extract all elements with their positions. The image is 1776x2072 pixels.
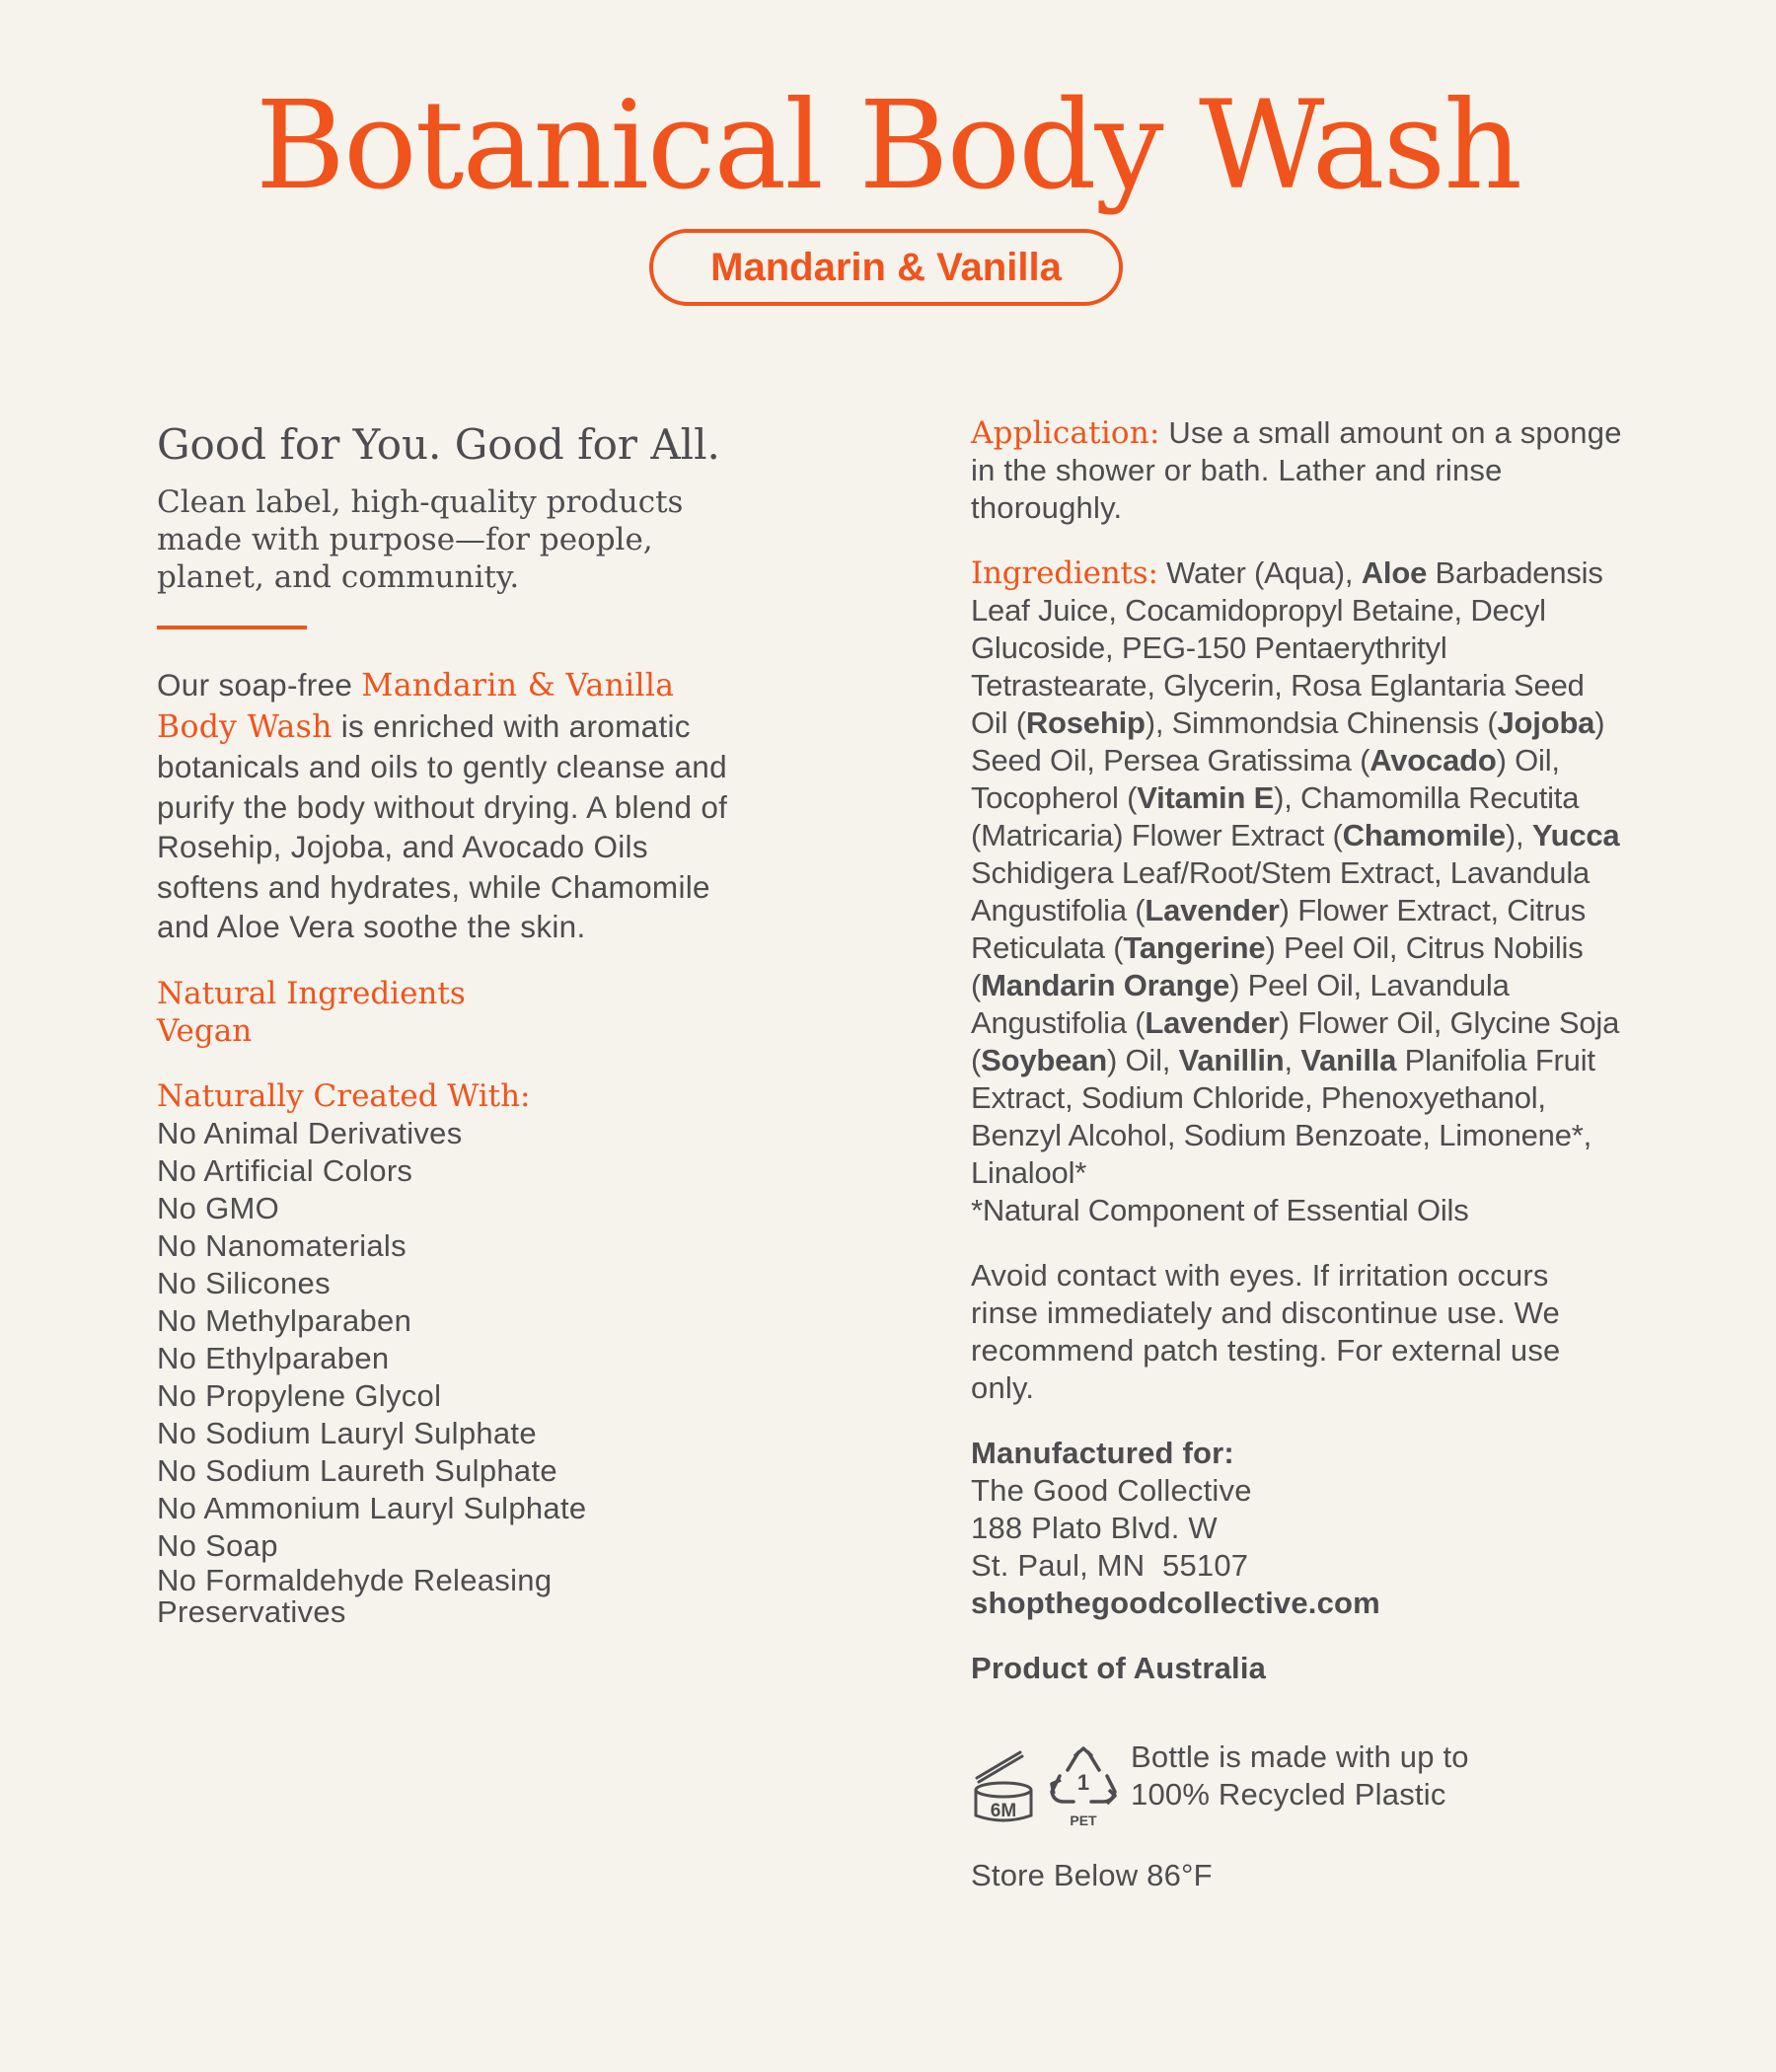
product-description	[157, 665, 749, 947]
manufacturer-street: 188 Plato Blvd. W	[971, 1511, 1218, 1545]
recycle-number: 1	[1076, 1770, 1090, 1795]
ingredient-text: ),	[1505, 818, 1532, 852]
manufacturer-heading: Manufactured for:	[971, 1436, 1234, 1470]
free-from-list	[157, 1115, 749, 1628]
ingredient-highlight: Yucca	[1531, 818, 1620, 852]
ingredient-text: ), Chamomilla Recutita (Matricaria) Flower Extract (	[971, 780, 1580, 852]
free-from-item: No Methylparaben	[157, 1302, 412, 1338]
ingredients-label: Ingredients:	[971, 555, 1158, 591]
manufacturer-block	[971, 1435, 1622, 1622]
ingredient-text: ) Flower Extract, Citrus Reticulata (	[971, 893, 1587, 965]
ingredient-text: Schidigera Leaf/Root/Stem Extract, Lavandula Angustifolia (	[971, 855, 1591, 927]
free-from-item: No Artificial Colors	[157, 1152, 413, 1188]
description-body: is enriched with aromatic botanicals and oils to gently cleanse and purify the body without drying. A blend of Rosehip, Jojoba, and Avocado Oils softens and hydrates, while Chamomile and Aloe Vera soothe the skin.	[157, 707, 728, 944]
period-after-opening-icon	[971, 1744, 1036, 1823]
claim-vegan: Vegan	[157, 1012, 253, 1049]
ingredients-list	[971, 555, 1622, 1229]
recycle-pet-icon	[1048, 1744, 1119, 1829]
ingredient-highlight: Jojoba	[1497, 705, 1595, 740]
ingredients-footnote: *Natural Component of Essential Oils	[971, 1193, 1469, 1227]
ingredient-highlight: Vanilla	[1300, 1043, 1397, 1077]
claims-list	[157, 975, 749, 1050]
recycled-plastic-note: Bottle is made with up to 100% Recycled Plastic	[1131, 1739, 1469, 1812]
free-from-item: No Silicones	[157, 1265, 331, 1300]
free-from-item: No Ethylparaben	[157, 1340, 390, 1375]
ingredient-highlight: Aloe	[1361, 555, 1428, 590]
ingredient-text: ) Seed Oil, Persea Gratissima (	[971, 705, 1605, 777]
ingredients-text	[971, 555, 1619, 1190]
free-from-item: No Soap	[157, 1527, 278, 1563]
description-product-name: Mandarin & Vanilla Body Wash	[157, 668, 675, 745]
free-from-item: No GMO	[157, 1190, 280, 1225]
symbols-row	[971, 1739, 1622, 1829]
ingredient-text: Planifolia Fruit Extract, Sodium Chloride, Phenoxyethanol, Benzyl Alcohol, Sodium Benzoate, Limonene*, Linalool*	[971, 1043, 1595, 1190]
manufacturer-city: St. Paul, MN 55107	[971, 1548, 1249, 1583]
ingredient-text: ) Peel Oil, Citrus Nobilis (	[971, 930, 1584, 1002]
ingredient-highlight: Lavender	[1145, 893, 1280, 927]
storage-instructions: Store Below 86°F	[971, 1858, 1213, 1892]
application-text: Use a small amount on a sponge in the shower or bath. Lather and rinse thoroughly.	[971, 415, 1622, 525]
ingredient-text: ) Oil,	[1106, 1043, 1179, 1077]
description-intro: Our soap-free	[157, 667, 362, 703]
divider	[157, 626, 307, 629]
ingredient-highlight: Rosehip	[1025, 705, 1146, 740]
application-label: Application:	[971, 415, 1160, 451]
free-from-item: No Formaldehyde Releasing Preservatives	[157, 1562, 553, 1629]
country-of-origin: Product of Australia	[971, 1651, 1267, 1685]
pao-label: 6M	[990, 1801, 1017, 1821]
free-from-item: No Nanomaterials	[157, 1227, 407, 1263]
free-from-item: No Animal Derivatives	[157, 1115, 463, 1150]
ingredient-highlight: Mandarin Orange	[981, 968, 1230, 1002]
ingredient-highlight: Avocado	[1369, 743, 1497, 777]
right-column	[971, 414, 1622, 1894]
ingredient-text: ) Peel Oil, Lavandula Angustifolia (	[971, 968, 1510, 1040]
ingredient-highlight: Soybean	[981, 1043, 1107, 1077]
variant-label: Mandarin & Vanilla	[710, 245, 1062, 289]
ingredient-text: ) Oil, Tocopherol (	[971, 743, 1560, 815]
tagline: Good for You. Good for All.	[157, 420, 720, 469]
claim-natural: Natural Ingredients	[157, 975, 466, 1011]
recycle-material: PET	[1070, 1813, 1097, 1828]
ingredient-highlight: Tangerine	[1123, 930, 1266, 965]
variant-badge	[649, 229, 1123, 306]
free-from-item: No Sodium Laureth Sulphate	[157, 1452, 557, 1488]
ingredient-text: Water (Aqua),	[1157, 555, 1362, 590]
application-instructions	[971, 414, 1622, 527]
product-title: Botanical Body Wash	[255, 75, 1521, 217]
free-from-item: No Sodium Lauryl Sulphate	[157, 1415, 537, 1450]
ingredient-highlight: Chamomile	[1342, 818, 1506, 852]
free-from-item: No Propylene Glycol	[157, 1377, 442, 1413]
left-column	[157, 414, 749, 1628]
ingredient-text: ,	[1284, 1043, 1301, 1077]
safety-warning: Avoid contact with eyes. If irritation occurs rinse immediately and discontinue use. We recommend patch testing. For external use only.	[971, 1258, 1561, 1405]
manufacturer-company: The Good Collective	[971, 1473, 1252, 1508]
free-from-item: No Ammonium Lauryl Sulphate	[157, 1490, 587, 1525]
ingredient-text: ) Flower Oil, Glycine Soja (	[971, 1005, 1620, 1077]
free-from-heading: Naturally Created With:	[157, 1077, 531, 1114]
ingredient-highlight: Lavender	[1145, 1005, 1280, 1040]
ingredient-highlight: Vanillin	[1178, 1043, 1285, 1077]
manufacturer-website: shopthegoodcollective.com	[971, 1586, 1380, 1620]
mission-statement: Clean label, high-quality products made with purpose—for people, planet, and community.	[157, 484, 684, 595]
ingredient-text: ), Simmondsia Chinensis (	[1145, 705, 1498, 740]
ingredient-text: Barbadensis Leaf Juice, Cocamidopropyl Betaine, Decyl Glucoside, PEG-150 Pentaerythrityl Tetrastearate, Glycerin, Rosa Eglantaria Seed Oil (	[971, 555, 1603, 740]
ingredient-highlight: Vitamin E	[1137, 780, 1275, 815]
